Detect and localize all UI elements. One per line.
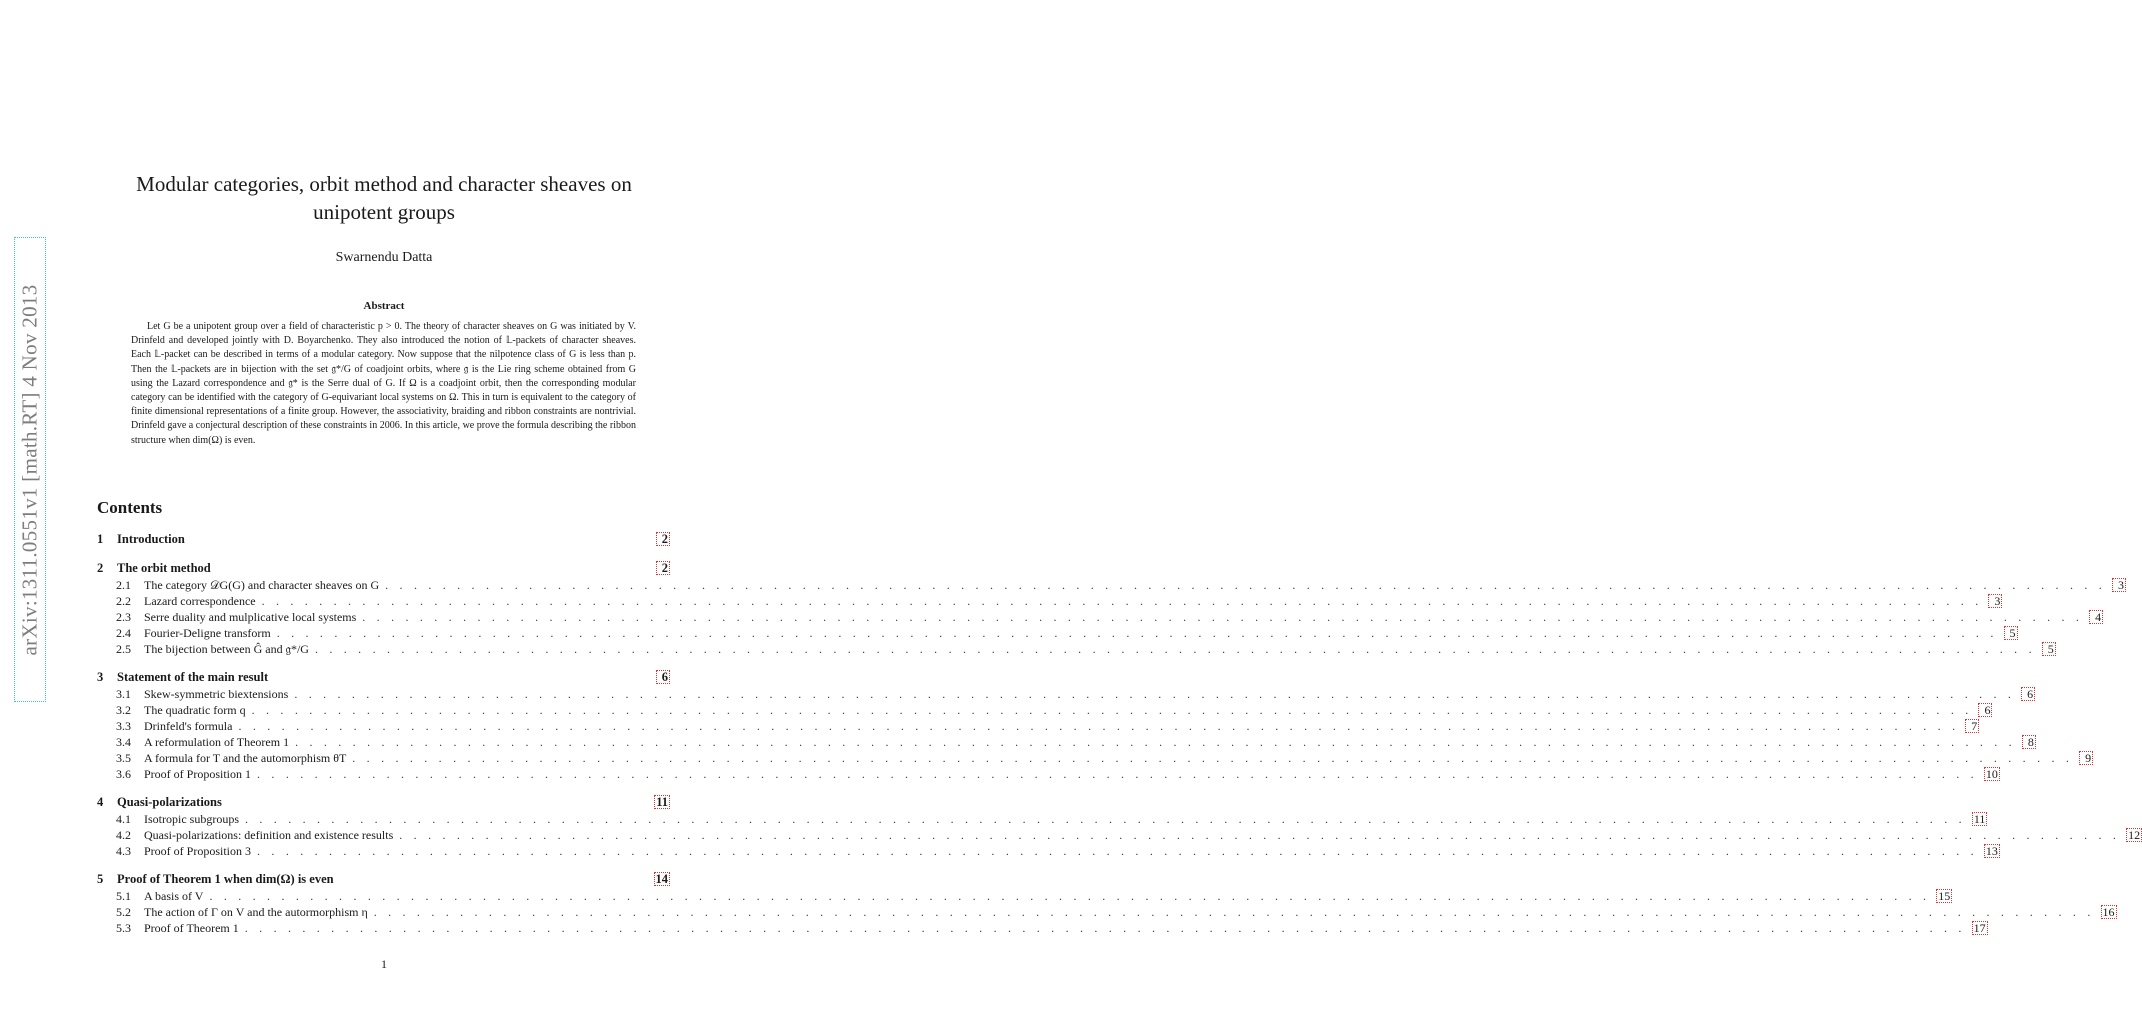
toc-leader-dots: . . . . . . . . . . . . . . . . . . . . . . . . . . . . . . . . . . . . . . . . . . . . . . . . . . . . . . . . . . . . . . . . . . . . . . . . . . . . . . . . . . . . . . . . . . . . . . . . . . . . . . . . . . . . . . . . . . . . . . . .: [352, 751, 2074, 765]
toc-section-row[interactable]: [97, 871, 670, 888]
toc-entry-number: 3.3: [116, 719, 131, 733]
toc-leader-dots: . . . . . . . . . . . . . . . . . . . . . . . . . . . . . . . . . . . . . . . . . . . . . . . . . . . . . . . . . . . . . . . . . . . . . . . . . . . . . . . . . . . . . . . . . . . . . . . . . . . . . . . . . . . . . . . . . . . . . . . .: [314, 642, 2036, 656]
toc-page-link[interactable]: 2: [656, 561, 670, 575]
toc-entry-title: Skew-symmetric biextensions: [144, 687, 289, 701]
toc-leader-dots: . . . . . . . . . . . . . . . . . . . . . . . . . . . . . . . . . . . . . . . . . . . . . . . . . . . . . . . . . . . . . . . . . . . . . . . . . . . . . . . . . . . . . . . . . . . . . . . . . . . . . . . . . . . . . . . . . . . . . . . .: [399, 828, 2121, 842]
toc-entry-title: The bijection between Ĝ and 𝔤*/G: [144, 642, 309, 656]
toc-entry-number: 3.4: [116, 735, 131, 749]
toc-leader-dots: . . . . . . . . . . . . . . . . . . . . . . . . . . . . . . . . . . . . . . . . . . . . . . . . . . . . . . . . . . . . . . . . . . . . . . . . . . . . . . . . . . . . . . . . . . . . . . . . . . . . . . . . . . . . . . . . . . . . . . . .: [257, 767, 1978, 781]
toc-page-link[interactable]: 4: [2089, 610, 2103, 624]
toc-entry-title: A reformulation of Theorem 1: [144, 735, 290, 749]
toc-section: [97, 669, 2092, 782]
contents-heading: Contents: [97, 498, 163, 517]
toc-entry-title: Isotropic subgroups: [144, 812, 239, 826]
toc-subsection-row[interactable]: [97, 593, 2001, 609]
toc-entry-title: Drinfeld's formula: [144, 719, 233, 733]
toc-page-link[interactable]: 2: [656, 532, 670, 546]
toc-page-link[interactable]: 3: [2112, 578, 2126, 592]
abstract-heading: Abstract: [363, 300, 405, 312]
toc-entry-title: Lazard correspondence: [144, 594, 256, 608]
toc-entry-number: 4.1: [116, 812, 131, 826]
toc-section: [97, 794, 2141, 859]
toc-subsection-row[interactable]: [97, 750, 2092, 766]
toc-page-link[interactable]: 13: [1985, 844, 1998, 858]
paper-title: [100, 170, 668, 226]
toc-subsection-row[interactable]: [97, 766, 1998, 782]
arxiv-identifier: arXiv:1311.0551v1 [math.RT] 4 Nov 2013: [17, 284, 42, 655]
toc-entry-title: The action of Γ on V and the autormorphism η: [144, 905, 368, 919]
toc-entry-title: Introduction: [117, 532, 185, 546]
toc-subsection-row[interactable]: [97, 904, 2115, 920]
toc-entry-title: A formula for T and the automorphism θT: [144, 751, 347, 765]
toc-leader-dots: . . . . . . . . . . . . . . . . . . . . . . . . . . . . . . . . . . . . . . . . . . . . . . . . . . . . . . . . . . . . . . . . . . . . . . . . . . . . . . . . . . . . . . . . . . . . . . . . . . . . . . . . . . . . . . . . . . . . . . . .: [209, 889, 1931, 903]
toc-entry-number: 3: [97, 670, 104, 684]
toc-entry-number: 4.3: [116, 844, 131, 858]
toc-subsection-row[interactable]: [97, 920, 1986, 936]
toc-page-link[interactable]: 8: [2022, 735, 2036, 749]
toc-subsection-row[interactable]: [97, 609, 2102, 625]
toc-page-link[interactable]: 11: [1973, 812, 1986, 826]
toc-entry-number: 1: [97, 532, 104, 546]
toc-subsection-row[interactable]: [97, 702, 1991, 718]
toc-entry-title: Serre duality and mulplicative local systems: [144, 610, 357, 624]
toc-leader-dots: . . . . . . . . . . . . . . . . . . . . . . . . . . . . . . . . . . . . . . . . . . . . . . . . . . . . . . . . . . . . . . . . . . . . . . . . . . . . . . . . . . . . . . . . . . . . . . . . . . . . . . . . . . . . . . . . . . . . . . . .: [238, 719, 1960, 733]
toc-entry-title: The quadratic form q: [144, 703, 246, 717]
toc-entry-number: 5.3: [116, 921, 131, 935]
toc-page-link[interactable]: 9: [2079, 751, 2093, 765]
toc-entry-number: 3.1: [116, 687, 131, 701]
toc-subsection-row[interactable]: [97, 827, 2141, 843]
toc-subsection-row[interactable]: [97, 686, 2034, 702]
toc-leader-dots: . . . . . . . . . . . . . . . . . . . . . . . . . . . . . . . . . . . . . . . . . . . . . . . . . . . . . . . . . . . . . . . . . . . . . . . . . . . . . . . . . . . . . . . . . . . . . . . . . . . . . . . . . . . . . . . . . . . . . . . .: [295, 735, 2016, 749]
toc-page-link[interactable]: 12: [2128, 828, 2141, 842]
toc-subsection-row[interactable]: [97, 811, 1986, 827]
toc-entry-number: 3.2: [116, 703, 131, 717]
toc-page-link[interactable]: 5: [2004, 626, 2018, 640]
toc-entry-number: 2.2: [116, 594, 131, 608]
toc-page-link[interactable]: 17: [1973, 921, 1986, 935]
toc-page-link[interactable]: 7: [1965, 719, 1979, 733]
toc-entry-title: Statement of the main result: [117, 670, 269, 684]
toc-leader-dots: . . . . . . . . . . . . . . . . . . . . . . . . . . . . . . . . . . . . . . . . . . . . . . . . . . . . . . . . . . . . . . . . . . . . . . . . . . . . . . . . . . . . . . . . . . . . . . . . . . . . . . . . . . . . . . . . . . . . . . . .: [276, 626, 1998, 640]
toc-entry-title: Quasi-polarizations: [117, 795, 222, 809]
toc-entry-number: 2.3: [116, 610, 131, 624]
toc-entry-title: A basis of V: [144, 889, 204, 903]
toc-entry-title: Proof of Theorem 1: [144, 921, 239, 935]
title-line-1: Modular categories, orbit method and character sheaves on: [136, 172, 632, 196]
toc-page-link[interactable]: 15: [1938, 889, 1951, 903]
toc-subsection-row[interactable]: [97, 843, 1998, 859]
toc-entry-number: 5.2: [116, 905, 131, 919]
toc-page-link[interactable]: 6: [656, 670, 670, 684]
toc-leader-dots: . . . . . . . . . . . . . . . . . . . . . . . . . . . . . . . . . . . . . . . . . . . . . . . . . . . . . . . . . . . . . . . . . . . . . . . . . . . . . . . . . . . . . . . . . . . . . . . . . . . . . . . . . . . . . . . . . . . . . . . .: [257, 844, 1978, 858]
toc-entry-title: The category 𝒟G(G) and character sheaves on G: [144, 578, 380, 592]
toc-leader-dots: . . . . . . . . . . . . . . . . . . . . . . . . . . . . . . . . . . . . . . . . . . . . . . . . . . . . . . . . . . . . . . . . . . . . . . . . . . . . . . . . . . . . . . . . . . . . . . . . . . . . . . . . . . . . . . . . . . . . . . . .: [261, 594, 1983, 608]
toc-entry-number: 5.1: [116, 889, 131, 903]
toc-subsection-row[interactable]: [97, 734, 2034, 750]
toc-leader-dots: . . . . . . . . . . . . . . . . . . . . . . . . . . . . . . . . . . . . . . . . . . . . . . . . . . . . . . . . . . . . . . . . . . . . . . . . . . . . . . . . . . . . . . . . . . . . . . . . . . . . . . . . . . . . . . . . . . . . . . . .: [245, 812, 1966, 826]
toc-entry-number: 2.5: [116, 642, 131, 656]
toc-entry-number: 2.1: [116, 578, 131, 592]
toc-page-link[interactable]: 11: [656, 795, 668, 809]
toc-leader-dots: . . . . . . . . . . . . . . . . . . . . . . . . . . . . . . . . . . . . . . . . . . . . . . . . . . . . . . . . . . . . . . . . . . . . . . . . . . . . . . . . . . . . . . . . . . . . . . . . . . . . . . . . . . . . . . . . . . . . . . . .: [251, 703, 1973, 717]
toc-page-link[interactable]: 6: [2021, 687, 2035, 701]
toc-entry-title: Proof of Theorem 1 when dim(Ω) is even: [117, 872, 334, 886]
toc-page-link[interactable]: 14: [655, 872, 668, 886]
toc-section: [97, 871, 2115, 936]
toc-section-row[interactable]: [97, 560, 670, 577]
toc-page-link[interactable]: 16: [2102, 905, 2115, 919]
table-of-contents: [97, 531, 2141, 948]
toc-entry-number: 4.2: [116, 828, 131, 842]
toc-entry-title: Proof of Proposition 3: [144, 844, 252, 858]
arxiv-stamp[interactable]: [14, 237, 46, 702]
toc-section-row[interactable]: [97, 669, 670, 686]
toc-leader-dots: . . . . . . . . . . . . . . . . . . . . . . . . . . . . . . . . . . . . . . . . . . . . . . . . . . . . . . . . . . . . . . . . . . . . . . . . . . . . . . . . . . . . . . . . . . . . . . . . . . . . . . . . . . . . . . . . . . . . . . . .: [373, 905, 2095, 919]
toc-page-link[interactable]: 5: [2042, 642, 2056, 656]
author: Swarnendu Datta: [335, 250, 433, 265]
toc-leader-dots: . . . . . . . . . . . . . . . . . . . . . . . . . . . . . . . . . . . . . . . . . . . . . . . . . . . . . . . . . . . . . . . . . . . . . . . . . . . . . . . . . . . . . . . . . . . . . . . . . . . . . . . . . . . . . . . . . . . . . . . .: [244, 921, 1966, 935]
toc-page-link[interactable]: 10: [1985, 767, 1998, 781]
toc-subsection-row[interactable]: [97, 625, 2016, 641]
title-line-2: unipotent groups: [313, 200, 455, 224]
page-number: 1: [381, 957, 387, 971]
toc-subsection-row[interactable]: [97, 577, 2124, 593]
toc-entry-number: 3.6: [116, 767, 131, 781]
toc-entry-title: The orbit method: [117, 561, 211, 575]
toc-section: [97, 560, 2124, 657]
toc-entry-number: 3.5: [116, 751, 131, 765]
toc-entry-number: 2.4: [116, 626, 131, 640]
toc-leader-dots: . . . . . . . . . . . . . . . . . . . . . . . . . . . . . . . . . . . . . . . . . . . . . . . . . . . . . . . . . . . . . . . . . . . . . . . . . . . . . . . . . . . . . . . . . . . . . . . . . . . . . . . . . . . . . . . . . . . . . . . .: [294, 687, 2016, 701]
toc-subsection-row[interactable]: [97, 641, 2054, 657]
toc-entry-title: Quasi-polarizations: definition and existence results: [144, 828, 394, 842]
toc-entry-title: Fourier-Deligne transform: [144, 626, 271, 640]
toc-section: [97, 531, 670, 548]
abstract-body: Let G be a unipotent group over a field of characteristic p > 0. The theory of character sheaves on G was initiated by V. Drinfeld and developed jointly with D. Boyarchenko. They also introduced the notion of 𝕃-packets of character sheaves. Each 𝕃-packet can be described in terms of a modular category. Now suppose that the nilpotence class of G is less than p. Then the 𝕃-packets are in bijection with the set 𝔤*/G of coadjoint orbits, where 𝔤 is the Lie ring scheme obtained from G using the Lazard correspondence and 𝔤* is the Serre dual of G. If Ω is a coadjoint orbit, then the corresponding modular category can be identified with the category of G-equivariant local systems on Ω. This in turn is equivalent to the category of finite dimensional representations of a finite group. However, the associativity, braiding and ribbon constraints are nontrivial. Drinfeld gave a conjectural description of these constraints in 2006. In this article, we prove the formula describing the ribbon structure when dim(Ω) is even.: [131, 321, 636, 446]
toc-subsection-row[interactable]: [97, 888, 1951, 904]
toc-leader-dots: . . . . . . . . . . . . . . . . . . . . . . . . . . . . . . . . . . . . . . . . . . . . . . . . . . . . . . . . . . . . . . . . . . . . . . . . . . . . . . . . . . . . . . . . . . . . . . . . . . . . . . . . . . . . . . . . . . . . . . . .: [385, 578, 2106, 592]
toc-entry-number: 5: [97, 872, 104, 886]
toc-entry-number: 2: [97, 561, 104, 575]
toc-page-link[interactable]: 6: [1978, 703, 1992, 717]
toc-subsection-row[interactable]: [97, 718, 1978, 734]
toc-leader-dots: . . . . . . . . . . . . . . . . . . . . . . . . . . . . . . . . . . . . . . . . . . . . . . . . . . . . . . . . . . . . . . . . . . . . . . . . . . . . . . . . . . . . . . . . . . . . . . . . . . . . . . . . . . . . . . . . . . . . . . . .: [362, 610, 2084, 624]
toc-entry-title: Proof of Proposition 1: [144, 767, 252, 781]
toc-page-link[interactable]: 3: [1988, 594, 2002, 608]
toc-section-row[interactable]: [97, 794, 670, 811]
toc-section-row[interactable]: [97, 531, 670, 548]
toc-entry-number: 4: [97, 795, 104, 809]
